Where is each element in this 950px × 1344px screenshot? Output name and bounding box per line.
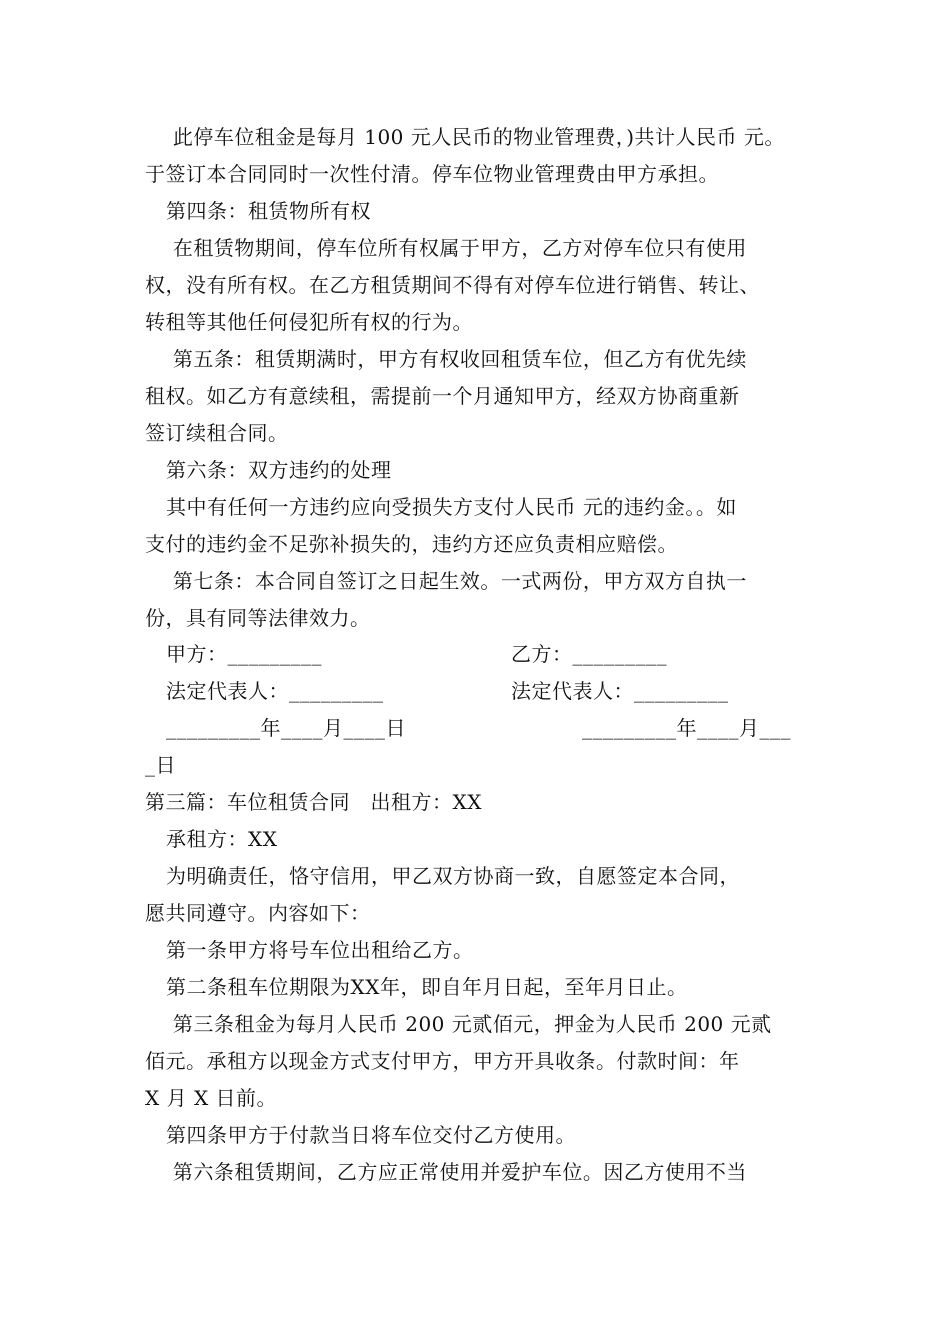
paragraph-line: 此停车位租金是每月 100 元人民币的物业管理费，)共计人民币 元。 xyxy=(166,125,785,149)
party-a-date: _________年____月____日 xyxy=(166,716,406,740)
paragraph-line: 签订续租合同。 xyxy=(145,421,289,445)
party-b-signature: 乙方：_________ xyxy=(511,642,667,666)
paragraph-line: 在租赁物期间，停车位所有权属于甲方，乙方对停车位只有使用 xyxy=(166,236,747,260)
paragraph-line: X 月 X 日前。 xyxy=(145,1086,278,1110)
paragraph-line: 转租等其他任何侵犯所有权的行为。 xyxy=(145,310,473,334)
paragraph-line: 为明确责任，恪守信用，甲乙双方协商一致，自愿签定本合同， xyxy=(166,864,740,888)
paragraph-line: 第二条租车位期限为XX年，即自年月日起，至年月日止。 xyxy=(166,975,688,999)
paragraph-line: 第七条：本合同自签订之日起生效。一式两份，甲方双方自执一 xyxy=(166,569,747,593)
paragraph-line: 支付的违约金不足弥补损失的，违约方还应负责相应赔偿。 xyxy=(145,532,678,556)
paragraph-line: 份，具有同等法律效力。 xyxy=(145,606,371,630)
party-b-date: _________年____月___ xyxy=(582,716,791,740)
paragraph-line: 第六条租赁期间，乙方应正常使用并爱护车位。因乙方使用不当 xyxy=(166,1160,747,1184)
article-heading: 第六条：双方违约的处理 xyxy=(166,458,392,482)
section-heading: 第三篇：车位租赁合同 出租方：XX xyxy=(145,790,482,814)
paragraph-line: 承租方：XX xyxy=(166,827,278,851)
party-b-date-continued: _日 xyxy=(145,753,176,777)
paragraph-line: 租权。如乙方有意续租，需提前一个月通知甲方，经双方协商重新 xyxy=(145,384,740,408)
party-b-representative: 法定代表人：_________ xyxy=(511,679,729,703)
paragraph-line: 第一条甲方将号车位出租给乙方。 xyxy=(166,938,474,962)
paragraph-line: 权，没有所有权。在乙方租赁期间不得有对停车位进行销售、转让、 xyxy=(145,273,760,297)
paragraph-line: 于签订本合同同时一次性付清。停车位物业管理费由甲方承担。 xyxy=(145,162,719,186)
party-a-signature: 甲方：_________ xyxy=(166,642,322,666)
paragraph-line: 佰元。承租方以现金方式支付甲方，甲方开具收条。付款时间：年 xyxy=(145,1049,740,1073)
party-a-representative: 法定代表人：_________ xyxy=(166,679,384,703)
paragraph-line: 第五条：租赁期满时，甲方有权收回租赁车位，但乙方有优先续 xyxy=(166,347,747,371)
paragraph-line: 愿共同遵守。内容如下： xyxy=(145,901,371,925)
paragraph-line: 第三条租金为每月人民币 200 元贰佰元，押金为人民币 200 元贰 xyxy=(166,1012,772,1036)
article-heading: 第四条：租赁物所有权 xyxy=(166,199,371,223)
paragraph-line: 其中有任何一方违约应向受损失方支付人民币 元的违约金。。如 xyxy=(166,495,737,519)
paragraph-line: 第四条甲方于付款当日将车位交付乙方使用。 xyxy=(166,1123,576,1147)
